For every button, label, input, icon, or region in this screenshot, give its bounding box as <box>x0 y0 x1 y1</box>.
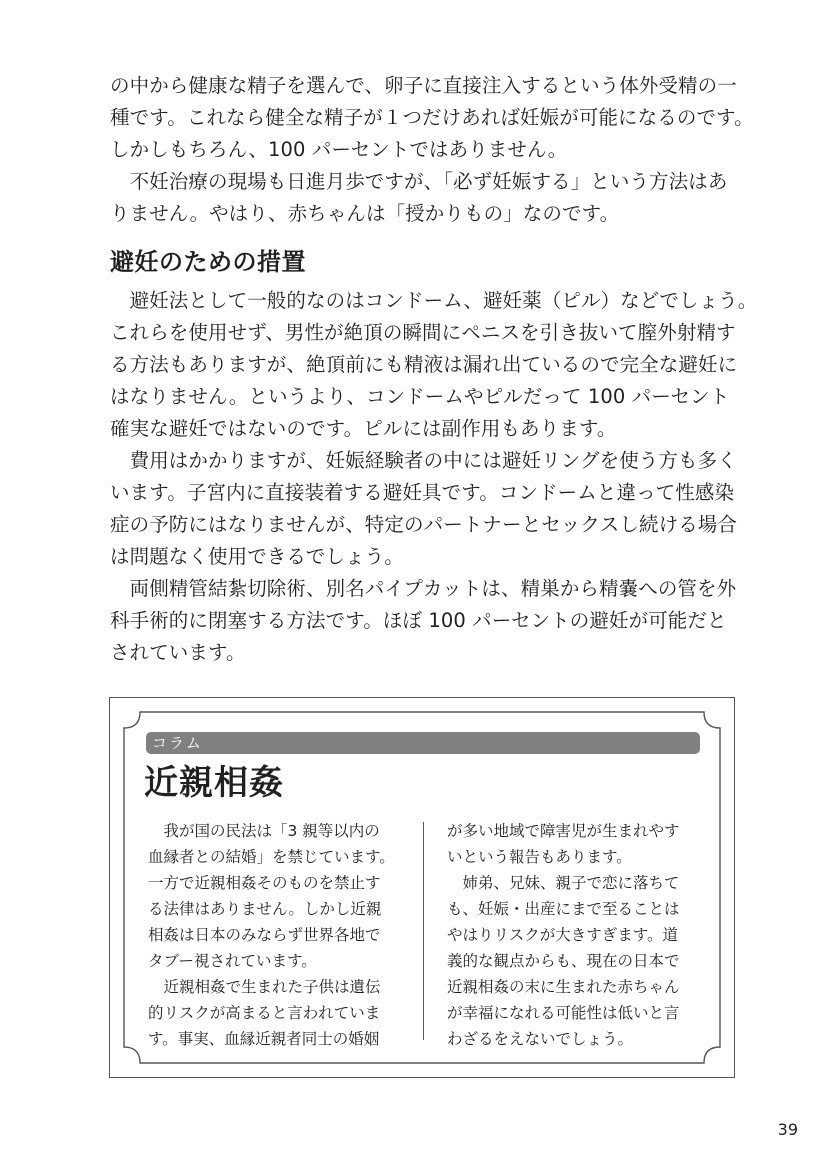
paragraph-block-1 <box>110 70 754 230</box>
text-line: 的リスクが高まると言われていま <box>148 1004 381 1022</box>
text-line: の中から健康な精子を選んで、卵子に直接注入するという体外受精の一 <box>110 74 737 97</box>
text-line: これらを使用せず、男性が絶頂の瞬間にペニスを引き抜いて膣外射精す <box>110 321 736 344</box>
text-line: 両側精管結紮切除術、別名パイプカットは、精巣から精嚢への管を外 <box>110 577 737 600</box>
column-tag: コラム <box>146 732 700 754</box>
text-line: いという報告もあります。 <box>447 848 632 866</box>
text-line: 相姦は日本のみならず世界各地で <box>148 926 381 944</box>
column-divider <box>423 822 424 1040</box>
text-line: 血縁者との結婚」を禁じています。 <box>148 848 395 866</box>
column-box <box>109 697 735 1078</box>
text-line: タブー視されています。 <box>148 952 317 970</box>
text-line: 我が国の民法は「3 親等以内の <box>148 822 380 840</box>
column-title: 近親相姦 <box>144 763 284 803</box>
text-line: やはりリスクが大きすぎます。道 <box>447 926 678 944</box>
text-line: 一方で近親相姦そのものを禁止す <box>148 874 381 892</box>
text-line: は問題なく使用できるでしょう。 <box>110 545 404 568</box>
column-right-text <box>447 818 717 1052</box>
text-line: されています。 <box>110 641 246 664</box>
column-left-text <box>148 818 418 1052</box>
text-line: りません。やはり、赤ちゃんは「授かりもの」なのです。 <box>110 202 620 225</box>
text-line: る法律はありません。しかし近親 <box>148 900 382 918</box>
text-line: 近親相姦の末に生まれた赤ちゃん <box>447 978 680 996</box>
text-line: しかしもちろん、100 パーセントではありません。 <box>110 138 568 161</box>
text-line: 科手術的に閉塞する方法です。ほぼ 100 パーセントの避妊が可能だと <box>110 609 727 632</box>
text-line: 義的な観点からも、現在の日本で <box>447 952 680 970</box>
text-line: す。事実、血縁近親者同士の婚姻 <box>148 1030 380 1048</box>
text-line: います。子宮内に直接装着する避妊具です。コンドームと違って性感染 <box>110 481 735 504</box>
text-line: が多い地域で障害児が生まれやす <box>447 822 680 840</box>
text-line: 近親相姦で生まれた子供は遺伝 <box>148 978 381 996</box>
text-line: 確実な避妊ではないのです。ピルには副作用もあります。 <box>110 417 617 440</box>
text-line: 避妊法として一般的なのはコンドーム、避妊薬（ピル）などでしょう。 <box>110 289 758 312</box>
text-line: 種です。これなら健全な精子が１つだけあれば妊娠が可能になるのです。 <box>110 106 754 129</box>
text-line: わざるをえないでしょう。 <box>447 1030 634 1048</box>
text-line: 不妊治療の現場も日進月歩ですが、「必ず妊娠する」という方法はあ <box>110 170 728 193</box>
paragraph-block-2 <box>110 285 758 669</box>
text-line: 症の予防にはなりませんが、特定のパートナーとセックスし続ける場合 <box>110 513 738 536</box>
text-line: が幸福になれる可能性は低いと言 <box>447 1004 680 1022</box>
text-line: る方法もありますが、絶頂前にも精液は漏れ出ているので完全な避妊に <box>110 353 738 376</box>
text-line: 姉弟、兄妹、親子で恋に落ちて <box>447 874 680 892</box>
text-line: 費用はかかりますが、妊娠経験者の中には避妊リングを使う方も多く <box>110 449 737 472</box>
text-line: はなりません。というより、コンドームやピルだって 100 パーセント <box>110 385 730 408</box>
page-number: 39 <box>777 1120 798 1139</box>
text-line: も、妊娠・出産にまで至ることは <box>447 900 680 918</box>
section-heading: 避妊のための措置 <box>110 248 306 276</box>
